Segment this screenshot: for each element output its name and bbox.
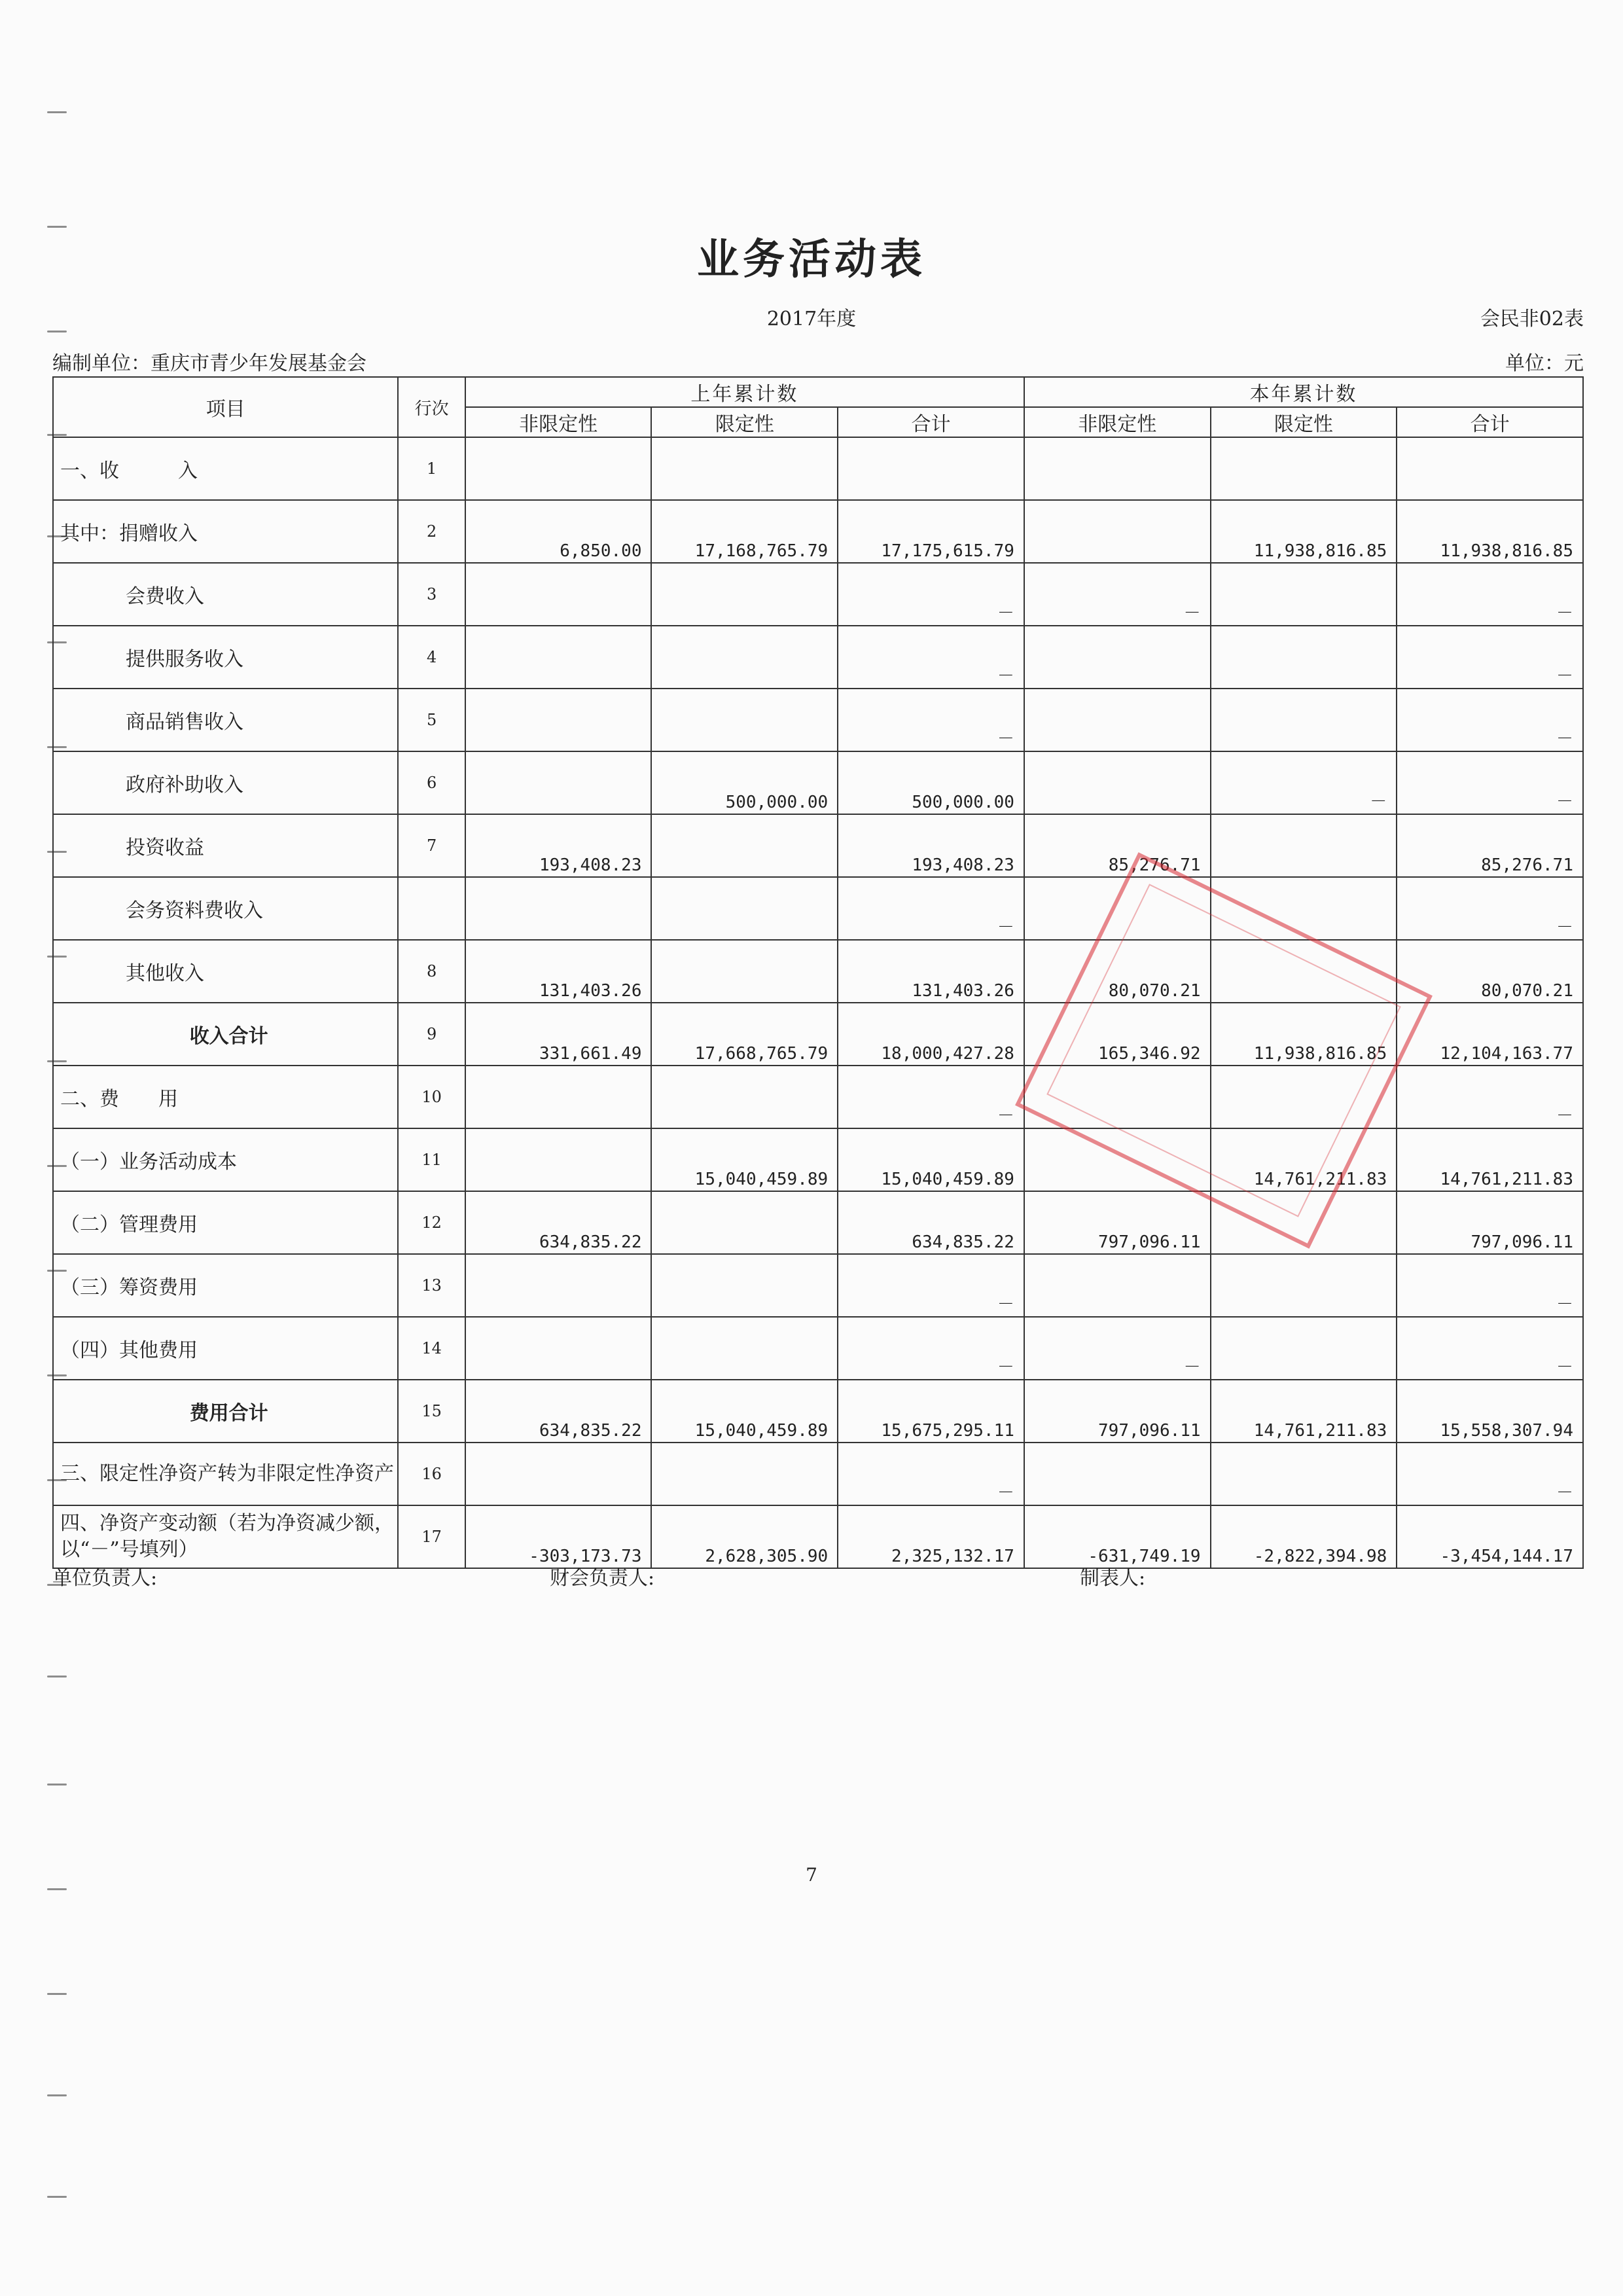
amount-cell <box>651 940 838 1003</box>
amount-cell <box>465 1128 652 1191</box>
amount-cell: － <box>1024 1317 1211 1380</box>
amount-cell <box>1211 689 1397 751</box>
header-sub: 非限定性 <box>1024 407 1211 437</box>
table-row <box>53 1191 1583 1254</box>
amount-cell: 14,761,211.83 <box>1211 1128 1397 1191</box>
amount-cell: － <box>838 877 1024 940</box>
amount-cell: 331,661.49 <box>465 1003 652 1066</box>
header-sub: 非限定性 <box>465 407 652 437</box>
table-row <box>53 1380 1583 1443</box>
amount-cell: 193,408.23 <box>465 814 652 877</box>
page-title: 业务活动表 <box>697 235 926 284</box>
punch-mark <box>47 1784 67 1785</box>
row-line-number: 3 <box>398 563 465 626</box>
row-item-label: 费用合计 <box>53 1380 398 1443</box>
amount-cell <box>1211 437 1397 500</box>
amount-cell: － <box>1397 877 1583 940</box>
amount-cell <box>1024 751 1211 814</box>
amount-cell <box>465 437 652 500</box>
amount-cell: 11,938,816.85 <box>1211 1003 1397 1066</box>
amount-cell: － <box>1397 563 1583 626</box>
row-item-label: （二）管理费用 <box>53 1191 398 1254</box>
amount-cell <box>1211 1317 1397 1380</box>
table-row <box>53 1317 1583 1380</box>
amount-cell: － <box>838 626 1024 689</box>
reporting-unit: 编制单位：重庆市青少年发展基金会 <box>52 352 366 375</box>
amount-cell: -2,822,394.98 <box>1211 1505 1397 1568</box>
row-item-label: 会务资料费收入 <box>53 877 398 940</box>
amount-cell: － <box>838 689 1024 751</box>
header-sub: 合计 <box>1397 407 1583 437</box>
amount-cell <box>1024 500 1211 563</box>
amount-cell <box>651 1066 838 1128</box>
row-line-number: 8 <box>398 940 465 1003</box>
preparer-label: 制表人: <box>1080 1567 1146 1590</box>
row-line-number: 7 <box>398 814 465 877</box>
row-line-number: 1 <box>398 437 465 500</box>
row-item-label: （一）业务活动成本 <box>53 1128 398 1191</box>
amount-cell: － <box>1397 1254 1583 1317</box>
amount-cell <box>1211 1443 1397 1505</box>
amount-cell: 6,850.00 <box>465 500 652 563</box>
amount-cell: 634,835.22 <box>465 1191 652 1254</box>
amount-cell: － <box>1397 751 1583 814</box>
amount-cell: － <box>1397 1317 1583 1380</box>
amount-cell <box>651 1443 838 1505</box>
amount-cell <box>651 563 838 626</box>
amount-cell: 80,070.21 <box>1397 940 1583 1003</box>
amount-cell <box>1024 626 1211 689</box>
table-row <box>53 689 1583 751</box>
amount-cell <box>465 563 652 626</box>
amount-cell: － <box>1397 626 1583 689</box>
row-item-label: 收入合计 <box>53 1003 398 1066</box>
amount-cell: 2,325,132.17 <box>838 1505 1024 1568</box>
amount-cell <box>1397 437 1583 500</box>
amount-cell: -303,173.73 <box>465 1505 652 1568</box>
amount-cell: 17,175,615.79 <box>838 500 1024 563</box>
row-line-number: 12 <box>398 1191 465 1254</box>
table-row <box>53 814 1583 877</box>
row-item-label: 三、限定性净资产转为非限定性净资产 <box>53 1443 398 1505</box>
page-number: 7 <box>806 1864 817 1886</box>
amount-cell: 12,104,163.77 <box>1397 1003 1583 1066</box>
amount-cell: 165,346.92 <box>1024 1003 1211 1066</box>
punch-mark <box>47 1888 67 1890</box>
row-item-label: 一、收 入 <box>53 437 398 500</box>
amount-cell: 85,276.71 <box>1024 814 1211 877</box>
row-item-label: 商品销售收入 <box>53 689 398 751</box>
row-line-number: 4 <box>398 626 465 689</box>
amount-cell <box>465 877 652 940</box>
header-curr-year: 本年累计数 <box>1024 377 1583 407</box>
table-row <box>53 751 1583 814</box>
amount-cell <box>465 626 652 689</box>
amount-cell: -631,749.19 <box>1024 1505 1211 1568</box>
punch-mark <box>47 1993 67 1995</box>
table-row <box>53 1254 1583 1317</box>
amount-cell: 2,628,305.90 <box>651 1505 838 1568</box>
amount-cell: 500,000.00 <box>651 751 838 814</box>
amount-cell <box>651 814 838 877</box>
amount-cell: 634,835.22 <box>465 1380 652 1443</box>
amount-cell <box>1211 563 1397 626</box>
amount-cell <box>838 437 1024 500</box>
amount-cell: － <box>1211 751 1397 814</box>
row-line-number: 15 <box>398 1380 465 1443</box>
table-row <box>53 563 1583 626</box>
amount-cell <box>651 1254 838 1317</box>
amount-cell: 11,938,816.85 <box>1211 500 1397 563</box>
table-row <box>53 1505 1583 1568</box>
row-item-label: 其他收入 <box>53 940 398 1003</box>
amount-cell <box>1024 1443 1211 1505</box>
amount-cell <box>651 689 838 751</box>
header-item: 项目 <box>53 377 398 437</box>
header-line: 行次 <box>398 377 465 437</box>
amount-cell: － <box>1024 563 1211 626</box>
amount-cell: 500,000.00 <box>838 751 1024 814</box>
amount-cell <box>465 751 652 814</box>
amount-cell <box>651 1317 838 1380</box>
punch-mark <box>47 2196 67 2198</box>
amount-cell: 131,403.26 <box>465 940 652 1003</box>
row-line-number: 13 <box>398 1254 465 1317</box>
row-line-number: 10 <box>398 1066 465 1128</box>
amount-cell: 14,761,211.83 <box>1397 1128 1583 1191</box>
amount-cell: － <box>1397 1443 1583 1505</box>
amount-cell: 797,096.11 <box>1397 1191 1583 1254</box>
header-sub: 限定性 <box>1211 407 1397 437</box>
row-line-number: 11 <box>398 1128 465 1191</box>
amount-cell: 131,403.26 <box>838 940 1024 1003</box>
table-row <box>53 877 1583 940</box>
row-item-label: （四）其他费用 <box>53 1317 398 1380</box>
row-item-label: （三）筹资费用 <box>53 1254 398 1317</box>
header-sub: 合计 <box>838 407 1024 437</box>
amount-cell: － <box>1397 1066 1583 1128</box>
form-number: 会民非02表 <box>1480 308 1584 331</box>
amount-cell <box>651 437 838 500</box>
report-year: 2017年度 <box>766 308 857 331</box>
amount-cell: 15,040,459.89 <box>838 1128 1024 1191</box>
amount-cell: 15,558,307.94 <box>1397 1380 1583 1443</box>
header-sub: 限定性 <box>651 407 838 437</box>
amount-cell: 11,938,816.85 <box>1397 500 1583 563</box>
finance-head-label: 财会负责人: <box>550 1567 655 1590</box>
amount-cell: 797,096.11 <box>1024 1191 1211 1254</box>
amount-cell <box>465 1317 652 1380</box>
amount-cell <box>651 877 838 940</box>
amount-cell: － <box>838 1254 1024 1317</box>
amount-cell: 15,040,459.89 <box>651 1128 838 1191</box>
amount-cell: 15,040,459.89 <box>651 1380 838 1443</box>
amount-cell: － <box>838 1317 1024 1380</box>
row-line-number: 17 <box>398 1505 465 1568</box>
amount-cell <box>1024 689 1211 751</box>
amount-cell <box>651 626 838 689</box>
row-line-number <box>398 877 465 940</box>
amount-cell: － <box>838 563 1024 626</box>
punch-mark <box>47 2094 67 2096</box>
amount-cell <box>651 1191 838 1254</box>
amount-cell: 18,000,427.28 <box>838 1003 1024 1066</box>
amount-cell <box>465 1443 652 1505</box>
amount-cell <box>1024 437 1211 500</box>
table-row <box>53 626 1583 689</box>
amount-cell: 15,675,295.11 <box>838 1380 1024 1443</box>
amount-cell: － <box>838 1066 1024 1128</box>
amount-cell <box>1211 814 1397 877</box>
row-item-label: 政府补助收入 <box>53 751 398 814</box>
amount-cell: 634,835.22 <box>838 1191 1024 1254</box>
currency-unit: 单位：元 <box>1505 352 1584 375</box>
amount-cell: 80,070.21 <box>1024 940 1211 1003</box>
amount-cell: 14,761,211.83 <box>1211 1380 1397 1443</box>
header-prev-year: 上年累计数 <box>465 377 1024 407</box>
row-line-number: 9 <box>398 1003 465 1066</box>
amount-cell: 17,668,765.79 <box>651 1003 838 1066</box>
amount-cell <box>465 1066 652 1128</box>
amount-cell: 797,096.11 <box>1024 1380 1211 1443</box>
table-row <box>53 437 1583 500</box>
table-row <box>53 1443 1583 1505</box>
row-line-number: 5 <box>398 689 465 751</box>
table-row <box>53 500 1583 563</box>
unit-head-label: 单位负责人: <box>52 1567 158 1590</box>
row-item-label: 二、费 用 <box>53 1066 398 1128</box>
amount-cell <box>1024 1254 1211 1317</box>
row-line-number: 6 <box>398 751 465 814</box>
row-item-label: 四、净资产变动额（若为净资减少额，以“－”号填列） <box>53 1505 398 1568</box>
amount-cell: 17,168,765.79 <box>651 500 838 563</box>
row-item-label: 其中：捐赠收入 <box>53 500 398 563</box>
row-line-number: 14 <box>398 1317 465 1380</box>
row-line-number: 16 <box>398 1443 465 1505</box>
amount-cell: － <box>838 1443 1024 1505</box>
row-item-label: 提供服务收入 <box>53 626 398 689</box>
punch-mark <box>47 1676 67 1677</box>
amount-cell: － <box>1397 689 1583 751</box>
punch-mark <box>47 111 67 113</box>
row-item-label: 投资收益 <box>53 814 398 877</box>
amount-cell: -3,454,144.17 <box>1397 1505 1583 1568</box>
amount-cell <box>1211 1254 1397 1317</box>
amount-cell <box>1211 626 1397 689</box>
amount-cell <box>465 1254 652 1317</box>
row-item-label: 会费收入 <box>53 563 398 626</box>
amount-cell: 85,276.71 <box>1397 814 1583 877</box>
amount-cell <box>465 689 652 751</box>
amount-cell: 193,408.23 <box>838 814 1024 877</box>
row-line-number: 2 <box>398 500 465 563</box>
